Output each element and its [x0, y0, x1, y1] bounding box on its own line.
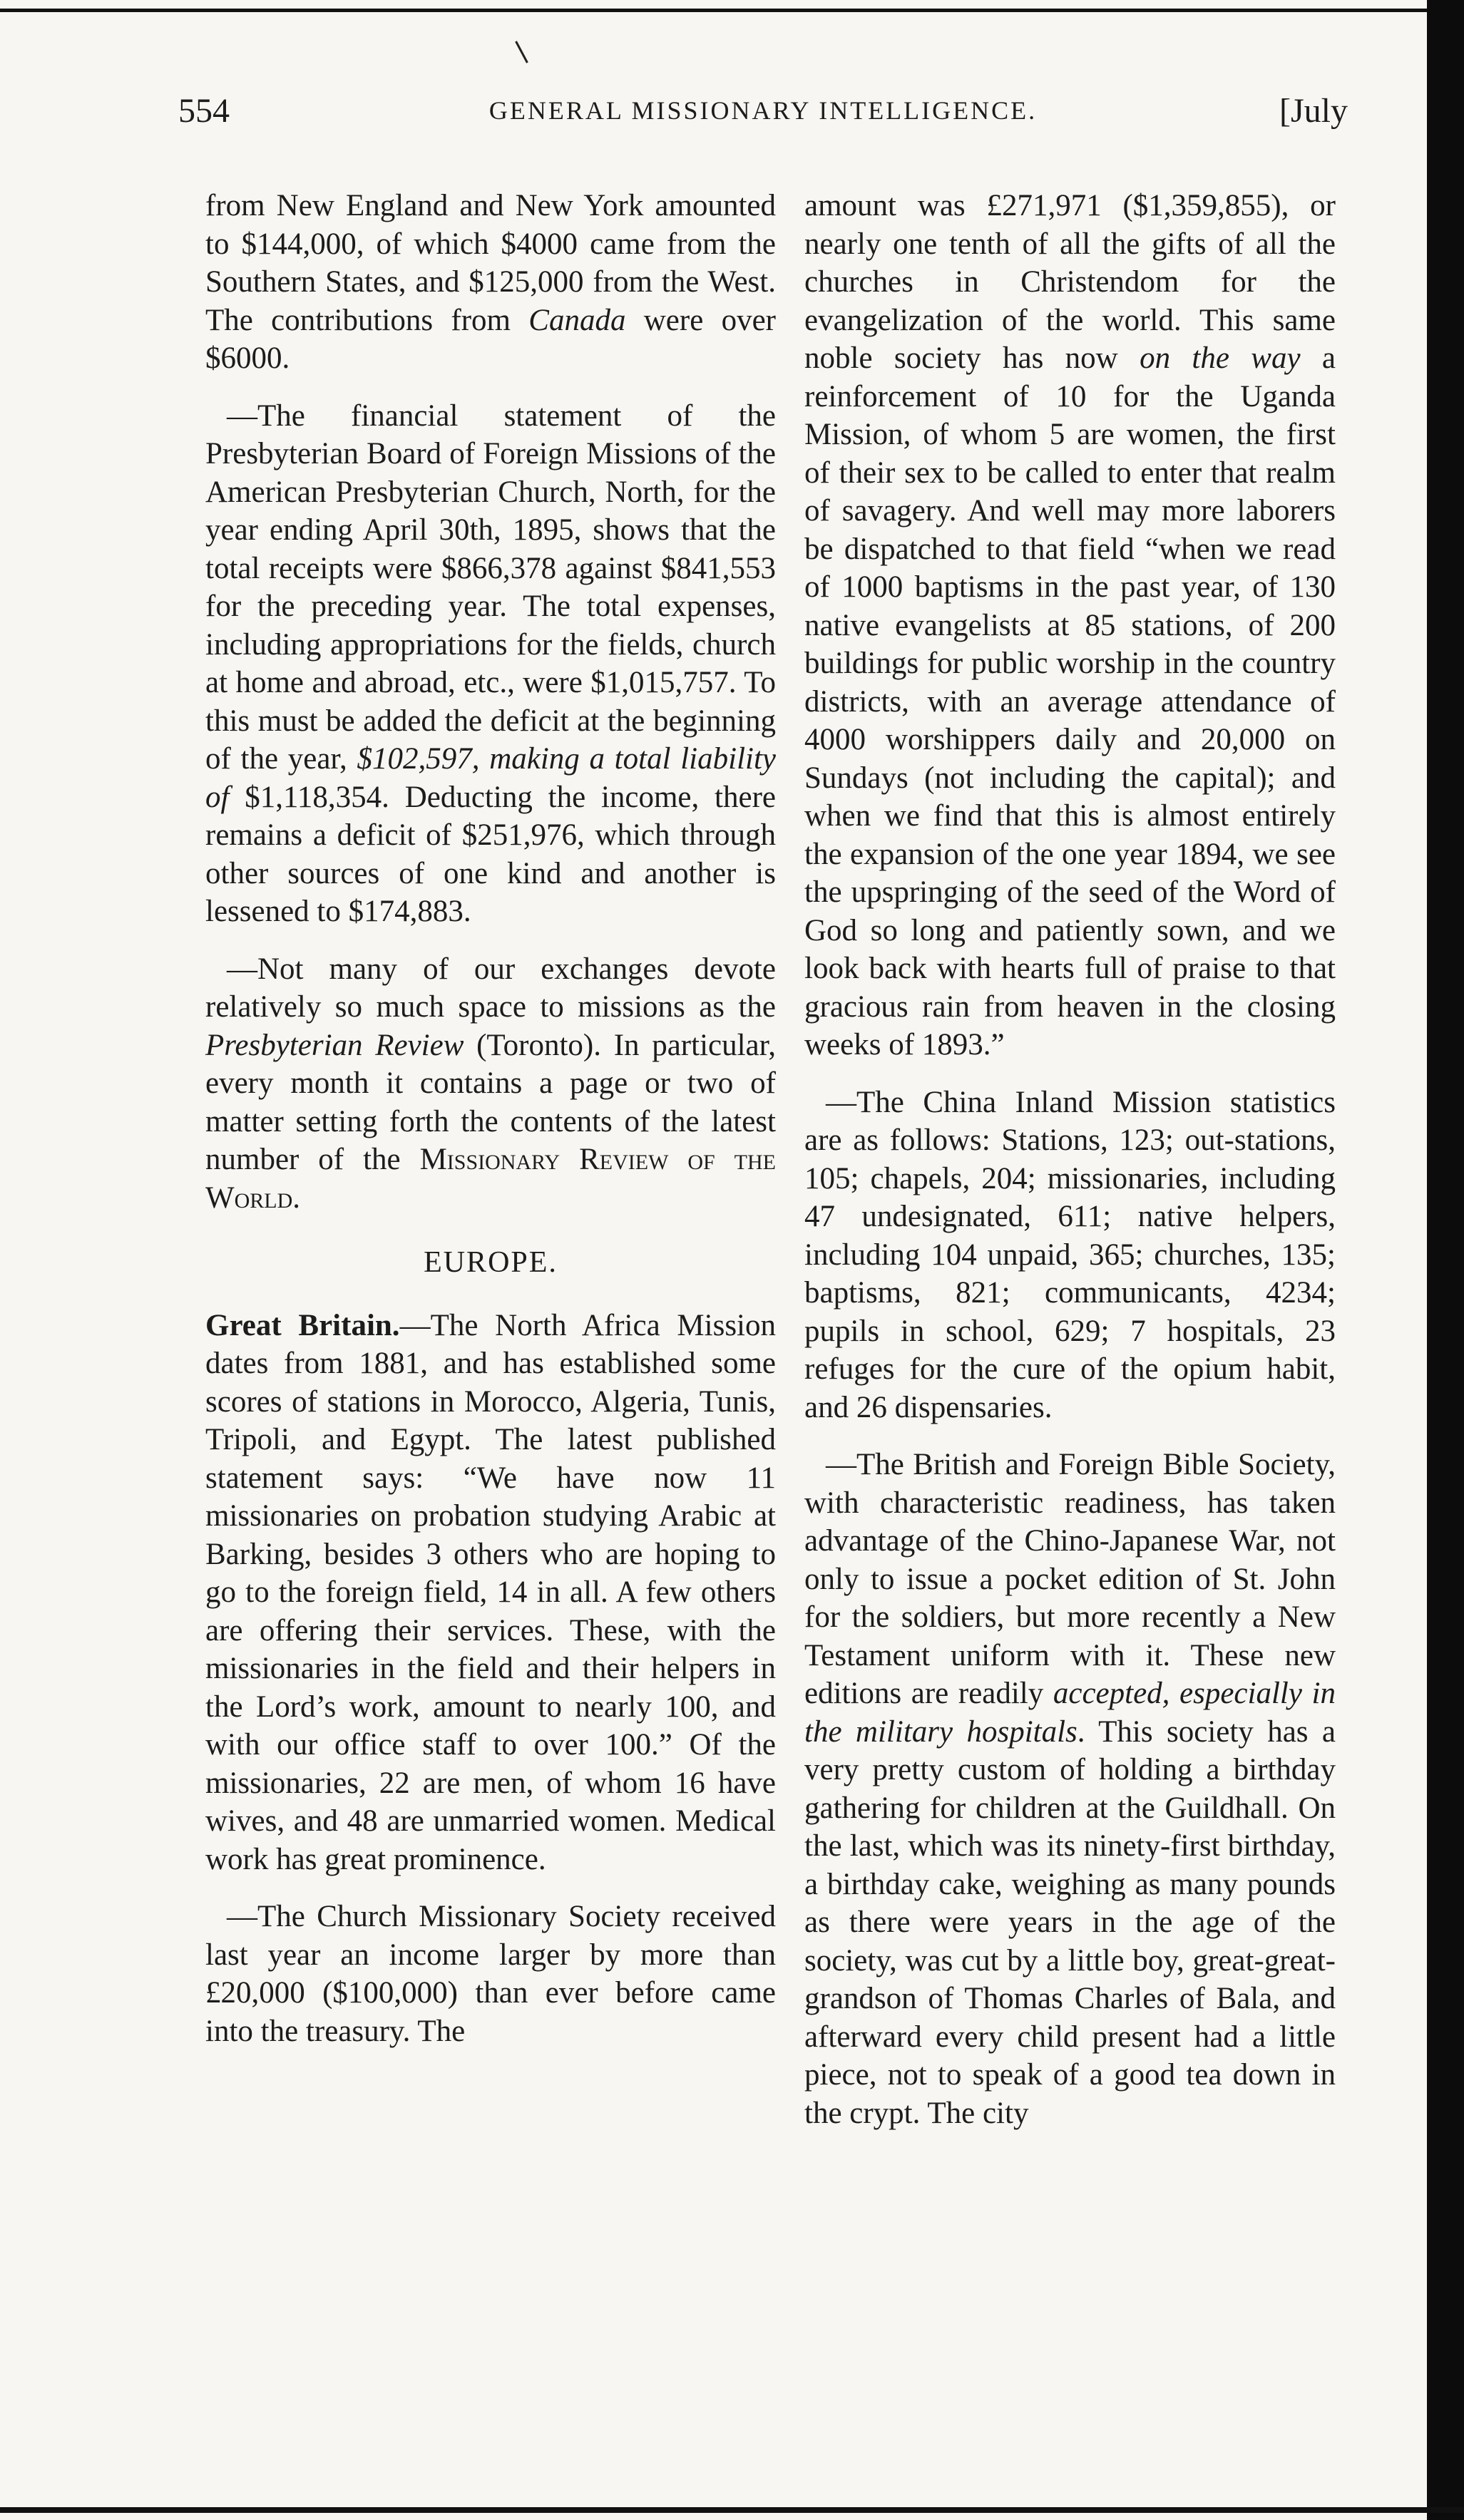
text-run: (Toronto). In particular, every month it contains a page or two of matter setting forth the contents of the latest number of the [205, 1028, 776, 1176]
bold-text: Great Britain. [205, 1308, 400, 1342]
text-run: —The North Africa Mission dates from 1881, and has established some scores of stations in Morocco, Algeria, Tunis, Tripoli, and Egypt. The latest published statement says: “We have now 11 missionaries on probation studying Arabic at Barking, besides 3 others who are hoping to go to the foreign field, 14 in all. A few others are offering their services. These, with the missionaries in the field and their helpers in the Lord’s work, amount to nearly 100, and with our office staff to over 100.” Of the missionaries, 22 are men, of whom 16 have wives, and 48 are unmarried women. Medical work has great prominence. [205, 1308, 777, 1876]
ink-mark [515, 41, 528, 63]
text-run: amount was £271,971 ($1,359,855), or nearly one tenth of all the gifts of all the churches in Christendom for the evangelization of the world. This same noble society has now [804, 189, 1336, 375]
italic-text: Presbyterian Review [205, 1028, 464, 1062]
page-binding-edge [1427, 0, 1464, 2520]
text-run: —The Church Missionary Society received last year an income larger by more than £20,000 ($100,000) than ever before came into the treasury. The [205, 1900, 776, 2048]
right-column [804, 187, 1336, 2151]
paragraph [804, 1084, 1336, 1427]
paragraph [804, 1446, 1336, 2132]
top-rule [0, 9, 1464, 12]
text-run: . [292, 1181, 301, 1215]
text-run: $1,118,354. Deducting the income, there remains a deficit of $251,976, which through other sources of one kind and another is lessened to $174,883. [205, 780, 776, 928]
left-column [205, 187, 776, 2069]
text-run: —Not many of our exchanges devote relatively so much space to missions as the [205, 952, 776, 1024]
running-title: GENERAL MISSIONARY INTELLIGENCE. [488, 96, 1038, 125]
text-run: —The financial statement of the Presbyterian Board of Foreign Missions of the American Presbyterian Church, North, for the year ending April 30th, 1895, shows that the total receipts were $866,378 against $841,553 for the preceding year. The total expenses, including appropriations for the fields, church at home and abroad, etc., were $1,015,757. To this must be added the deficit at the beginning of the year, [205, 398, 776, 776]
paragraph [205, 1307, 776, 1879]
paragraph [205, 187, 776, 378]
text-run: were over $6000. [205, 303, 776, 375]
text-run: —The China Inland Mission statistics are as follows: Stations, 123; out-stations, 105; chapels, 204; missionaries, including 47 undesignated, 611; native helpers, including 104 unpaid, 365; churches, 135; baptisms, 821; communicants, 4234; pupils in school, 629; 7 hospitals, 23 refuges for the cure of the opium habit, and 26 dispensaries. [804, 1085, 1336, 1424]
italic-text: on the way [1140, 341, 1301, 375]
text-run: —The British and Foreign Bible Society, with characteristic readiness, has taken advantage of the Chino-Japanese War, not only to issue a pocket edition of St. John for the soldiers, but more recently a New Testament uniform with it. These new editions are readily [804, 1448, 1336, 1710]
italic-text: accepted, especially in the military hospitals [804, 1677, 1336, 1749]
paragraph [205, 397, 776, 931]
small-caps-text: Missionary Review of the World [205, 1143, 776, 1215]
section-heading: EUROPE. [424, 1246, 558, 1279]
text-run: . This society has a very pretty custom of holding a birthday gathering for children at the Guildhall. On the last, which was its ninety-first birthday, a birthday cake, weighing as many pounds as there were years in the age of the society, was cut by a little boy, great-great-grandson of Thomas Charles of Bala, and afterward every child present had a little piece, not to speak of a good tea down in the crypt. The city [804, 1714, 1336, 2130]
text-run: from New England and New York amounted to $144,000, of which $4000 came from the Southern States, and $125,000 from the West. The contributions from [205, 189, 776, 337]
paragraph [205, 1898, 776, 2050]
italic-text: Canada [528, 303, 626, 337]
header-date: [July [1279, 92, 1348, 130]
bottom-rule [0, 2507, 1464, 2513]
page-number: 554 [178, 92, 230, 130]
paragraph [205, 950, 776, 1218]
italic-text: $102,597, making a total liability of [205, 742, 776, 814]
running-header [178, 91, 1348, 148]
text-run: a reinforcement of 10 for the Uganda Mission, of whom 5 are women, the first of their sex to be called to enter that realm of savagery. And well may more laborers be dispatched to that field “when we read of 1000 baptisms in the past year, of 130 native evangelists at 85 stations, of 200 buildings for public worship in the country districts, with an average attendance of 4000 worshippers daily and 20,000 on Sundays (not including the capital); and when we find that this is almost entirely the expansion of the one year 1894, we see the upspringing of the seed of the Word of God so long and patiently sown, and we look back with hearts full of praise to that gracious rain from heaven in the closing weeks of 1893.” [804, 341, 1336, 1061]
paragraph [804, 187, 1336, 1064]
